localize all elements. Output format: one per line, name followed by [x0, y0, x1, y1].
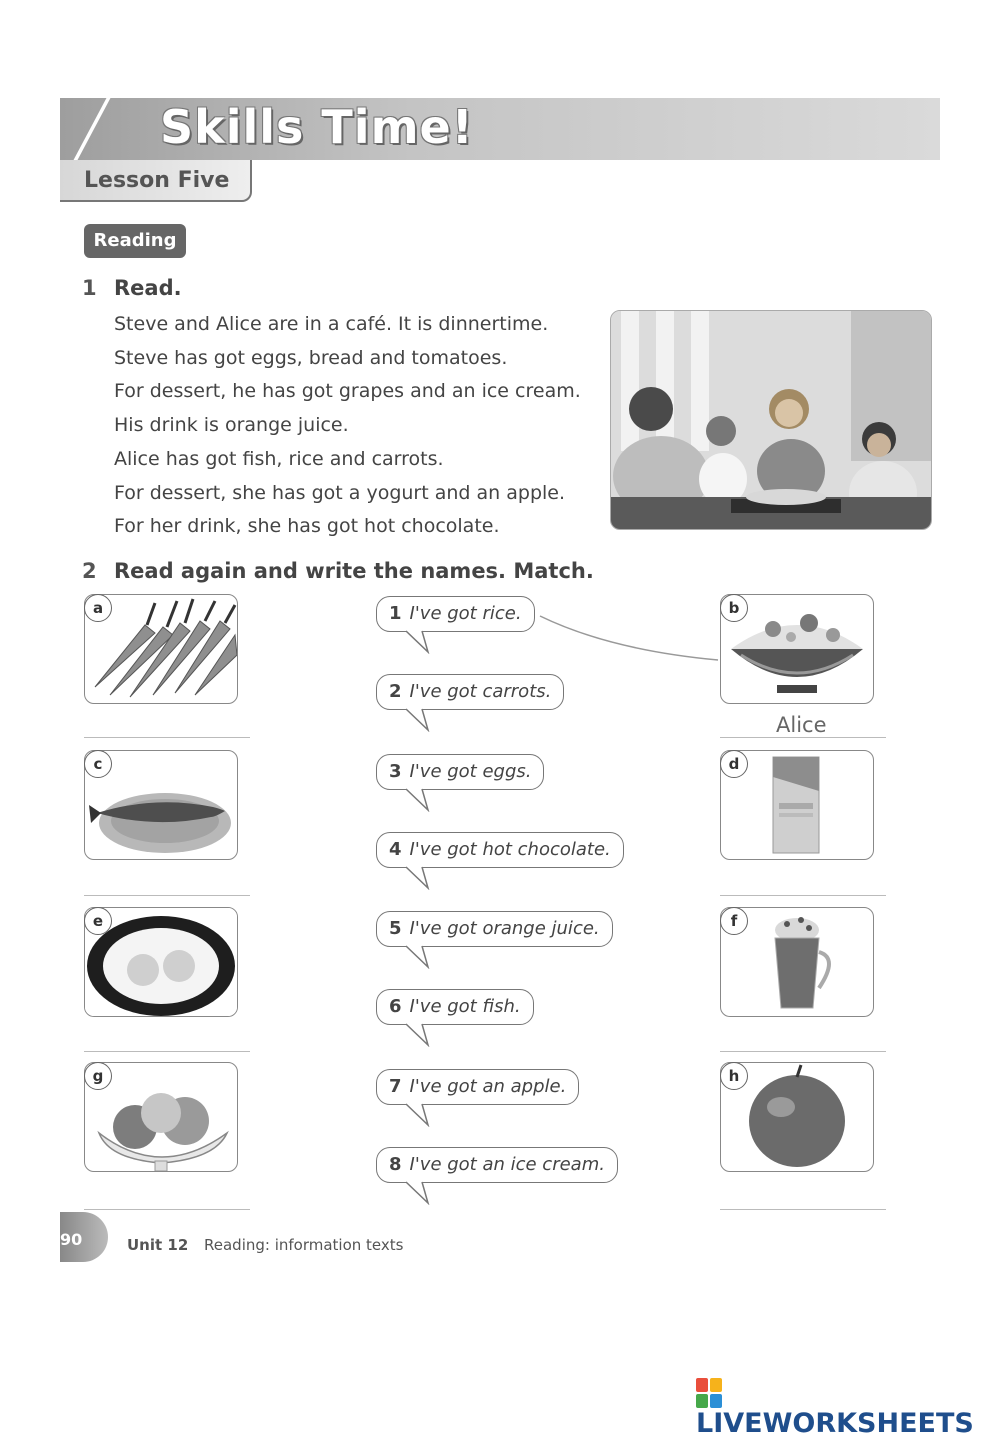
bubble-tail: [404, 630, 434, 654]
picture-letter: b: [720, 594, 748, 622]
bubble-tail: [404, 708, 434, 732]
bubble-tail: [404, 866, 434, 890]
exercise2-number: 2: [82, 559, 97, 583]
answer-line-e[interactable]: [84, 1051, 250, 1052]
speech-bubble-5: [376, 911, 613, 947]
picture-letter: f: [720, 907, 748, 935]
exercise1-instruction: Read.: [114, 276, 182, 300]
answer-b: Alice: [776, 713, 827, 737]
match-line: [530, 600, 730, 680]
bubble-number: 3: [389, 761, 402, 782]
liveworksheets-logo: [696, 1378, 1000, 1439]
bubble-text: I've got rice.: [409, 603, 522, 624]
footer-unit: Unit 12: [127, 1236, 189, 1254]
bubble-tail: [404, 1181, 434, 1205]
reading-line: Steve has got eggs, bread and tomatoes.: [114, 346, 508, 369]
exercise1-number: 1: [82, 276, 97, 300]
bubble-text: I've got fish.: [409, 996, 521, 1017]
bubble-tail: [404, 1023, 434, 1047]
bubble-number: 7: [389, 1076, 402, 1097]
bubble-text: I've got carrots.: [409, 681, 552, 702]
answer-line-d[interactable]: [720, 895, 886, 896]
bubble-text: I've got orange juice.: [409, 918, 600, 939]
speech-bubble-8: [376, 1147, 618, 1183]
liveworksheets-text: LIVEWORKSHEETS: [696, 1408, 974, 1439]
speech-bubble-6: [376, 989, 534, 1025]
section-badge: Reading: [84, 224, 186, 258]
page-number: 90: [60, 1230, 83, 1249]
bubble-number: 2: [389, 681, 402, 702]
speech-bubble-3: [376, 754, 544, 790]
bubble-number: 1: [389, 603, 402, 624]
answer-line-h[interactable]: [720, 1209, 886, 1210]
footer-topic: Reading: information texts: [204, 1236, 404, 1254]
speech-bubble-7: [376, 1069, 579, 1105]
bubble-number: 4: [389, 839, 402, 860]
reading-line: For dessert, she has got a yogurt and an apple.: [114, 481, 566, 504]
family-dinner-photo: [610, 310, 932, 530]
bubble-number: 6: [389, 996, 402, 1017]
speech-bubble-1: [376, 596, 535, 632]
speech-bubble-4: [376, 832, 624, 868]
bubble-text: I've got hot chocolate.: [409, 839, 611, 860]
bubble-number: 5: [389, 918, 402, 939]
answer-line-a[interactable]: [84, 737, 250, 738]
lesson-label: Lesson Five: [84, 168, 230, 193]
reading-line: For her drink, she has got hot chocolate.: [114, 515, 500, 538]
bubble-number: 8: [389, 1154, 402, 1175]
exercise2-instruction: Read again and write the names. Match.: [114, 559, 594, 583]
bubble-text: I've got eggs.: [409, 761, 532, 782]
reading-line: Steve and Alice are in a café. It is dinnertime.: [114, 313, 549, 335]
picture-letter: g: [84, 1062, 112, 1090]
bubble-tail: [404, 945, 434, 969]
bubble-text: I've got an ice cream.: [409, 1154, 605, 1175]
answer-line-c[interactable]: [84, 895, 250, 896]
answer-line-f[interactable]: [720, 1051, 886, 1052]
answer-line-g[interactable]: [84, 1209, 250, 1210]
liveworksheets-logo-icon: [696, 1378, 722, 1408]
picture-letter: h: [720, 1062, 748, 1090]
reading-line: For dessert, he has got grapes and an ice cream.: [114, 380, 581, 403]
picture-letter: d: [720, 750, 748, 778]
speech-bubble-2: [376, 674, 564, 710]
bubble-tail: [404, 1103, 434, 1127]
picture-letter: c: [84, 750, 112, 778]
bubble-tail: [404, 788, 434, 812]
picture-letter: e: [84, 907, 112, 935]
reading-text: [114, 308, 581, 544]
answer-line-b[interactable]: [720, 737, 886, 738]
picture-letter: a: [84, 594, 112, 622]
reading-line: His drink is orange juice.: [114, 414, 349, 437]
page-title: Skills Time!: [160, 100, 474, 154]
reading-line: Alice has got fish, rice and carrots.: [114, 447, 444, 470]
bubble-text: I've got an apple.: [409, 1076, 567, 1097]
